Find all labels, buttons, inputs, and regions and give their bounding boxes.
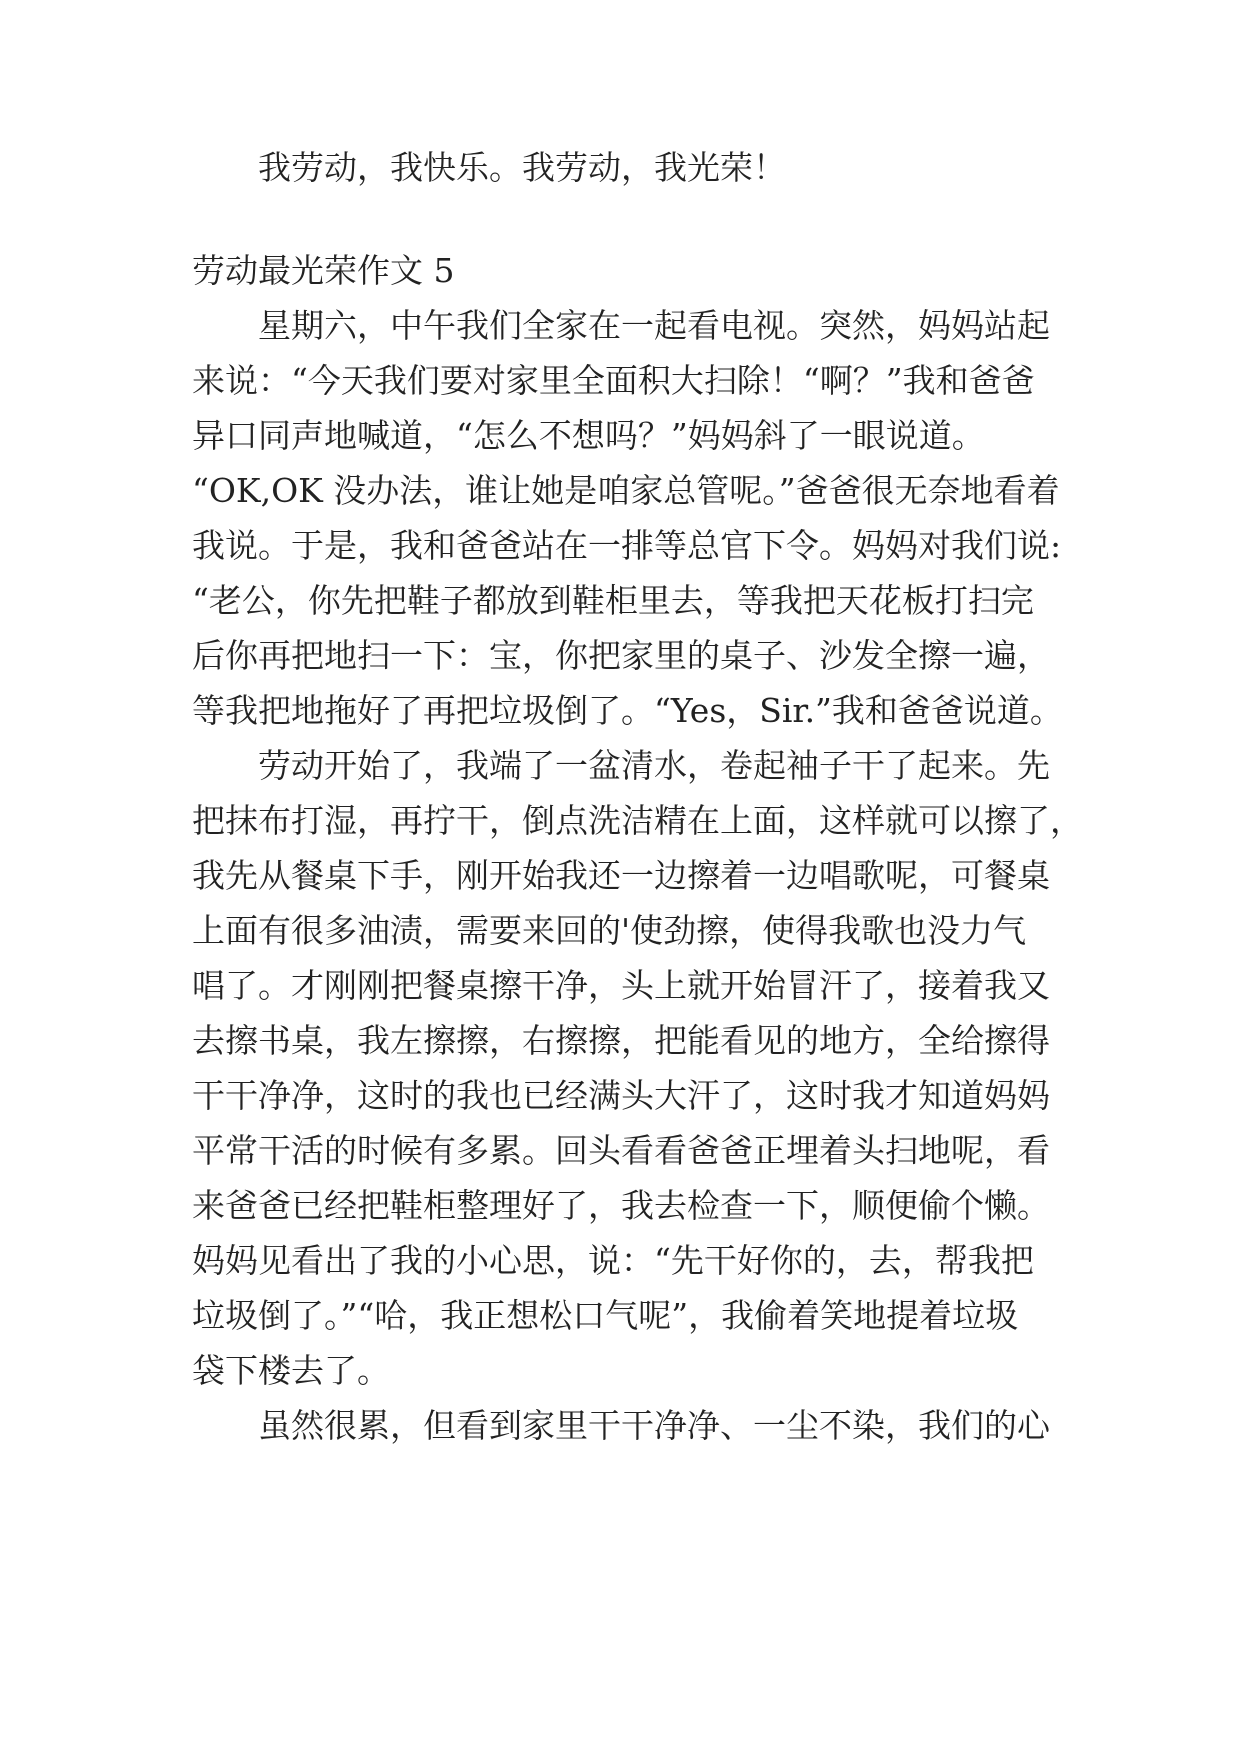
paragraph-line: 我说。于是，我和爸爸站在一排等总官下令。妈妈对我们说: bbox=[192, 526, 1062, 565]
paragraph-line: 平常干活的时候有多累。回头看看爸爸正埋着头扫地呢，看 bbox=[192, 1131, 1050, 1170]
paragraph-line: 来说：“今天我们要对家里全面积大扫除！“啊？”我和爸爸 bbox=[192, 361, 1035, 400]
paragraph-line: 等我把地拖好了再把垃圾倒了。“Yes，Sir.”我和爸爸说道。 bbox=[192, 691, 1063, 730]
intro-line: 我劳动，我快乐。我劳动，我光荣！ bbox=[258, 148, 786, 187]
paragraph-line: 上面有很多油渍，需要来回的'使劲擦，使得我歌也没力气 bbox=[192, 911, 1027, 950]
paragraph-line: 把抹布打湿，再拧干，倒点洗洁精在上面，这样就可以擦了， bbox=[192, 801, 1083, 840]
paragraph-line: 劳动开始了，我端了一盆清水，卷起袖子干了起来。先 bbox=[258, 746, 1050, 785]
paragraph-line: “老公，你先把鞋子都放到鞋柜里去，等我把天花板打扫完 bbox=[192, 581, 1034, 620]
paragraph-line: 来爸爸已经把鞋柜整理好了，我去检查一下，顺便偷个懒。 bbox=[192, 1186, 1050, 1225]
section-title: 劳动最光荣作文 5 bbox=[192, 251, 455, 290]
paragraph-line: 异口同声地喊道，“怎么不想吗？”妈妈斜了一眼说道。 bbox=[192, 416, 985, 455]
paragraph-line: 干干净净，这时的我也已经满头大汗了，这时我才知道妈妈 bbox=[192, 1076, 1050, 1115]
paragraph-line: “OK,OK 没办法，谁让她是咱家总管呢。”爸爸很无奈地看着 bbox=[192, 471, 1060, 510]
paragraph-line: 垃圾倒了。”“哈，我正想松口气呢”，我偷着笑地提着垃圾 bbox=[192, 1296, 1019, 1335]
paragraph-line: 后你再把地扫一下：宝，你把家里的桌子、沙发全擦一遍， bbox=[192, 636, 1050, 675]
paragraph-line: 星期六，中午我们全家在一起看电视。突然，妈妈站起 bbox=[258, 306, 1050, 345]
paragraph-line: 我先从餐桌下手，刚开始我还一边擦着一边唱歌呢，可餐桌 bbox=[192, 856, 1050, 895]
paragraph-line: 去擦书桌，我左擦擦，右擦擦，把能看见的地方，全给擦得 bbox=[192, 1021, 1050, 1060]
paragraph-line: 袋下楼去了。 bbox=[192, 1351, 390, 1390]
paragraph-line: 唱了。才刚刚把餐桌擦干净，头上就开始冒汗了，接着我又 bbox=[192, 966, 1050, 1005]
paragraph-line: 虽然很累，但看到家里干干净净、一尘不染，我们的心 bbox=[258, 1406, 1050, 1445]
paragraph-line: 妈妈见看出了我的小心思，说：“先干好你的，去，帮我把 bbox=[192, 1241, 1034, 1280]
